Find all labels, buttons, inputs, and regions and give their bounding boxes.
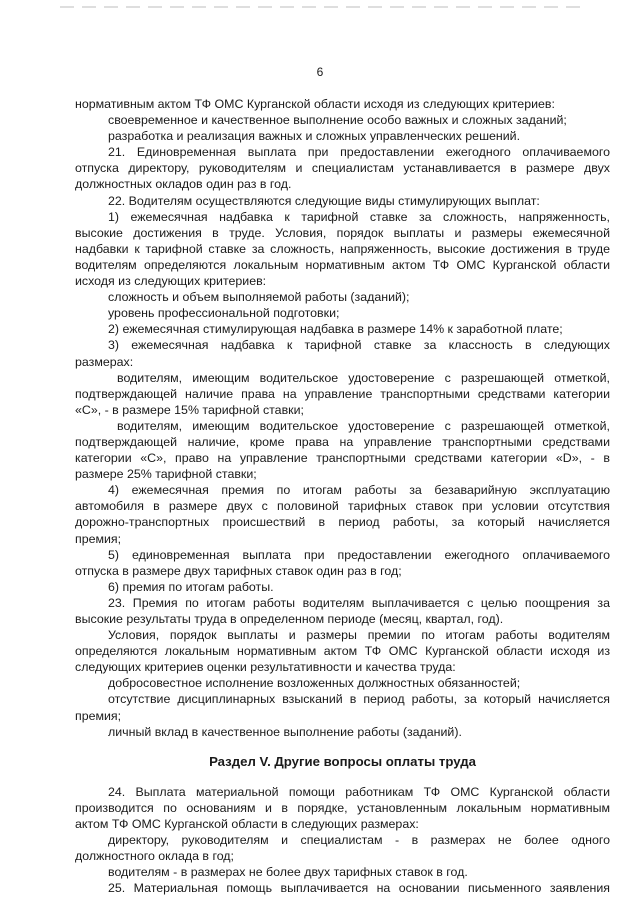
text-line: актом ТФ ОМС Курганской области в следующих размерах: <box>75 816 419 831</box>
text-line: 21. Единовременная выплата при предоставлении ежегодного оплачиваемого <box>108 145 610 160</box>
text-line: категории «С», право на управление транспортными средствами категории «D», - в <box>75 451 610 466</box>
text-line: определяются локальным нормативным актом ТФ ОМС Курганской области исходя из <box>75 644 610 659</box>
text-line: 6) премия по итогам работы. <box>108 579 274 594</box>
text-line: разработка и реализация важных и сложных управленческих решений. <box>108 129 521 144</box>
text-line: 24. Выплата материальной помощи работникам ТФ ОМС Курганской области <box>108 784 610 799</box>
text-line: водителям, имеющим водительское удостоверение с разрешающей отметкой, <box>117 370 610 385</box>
text-line: «С», - в размере 15% тарифной ставки; <box>75 402 304 417</box>
text-line: размерах: <box>75 354 134 369</box>
scan-artifact-line <box>60 6 580 8</box>
document-body <box>75 96 610 896</box>
text-line: размере 25% тарифной ставки; <box>75 467 257 482</box>
text-line: своевременное и качественное выполнение особо важных и сложных заданий; <box>108 113 567 128</box>
text-line: 5) единовременная выплата при предоставлении ежегодного оплачиваемого <box>108 547 610 562</box>
text-line: 22. Водителям осуществляются следующие виды стимулирующих выплат: <box>108 193 540 208</box>
text-line: отсутствие дисциплинарных взысканий в период работы, за который начисляется <box>108 692 610 707</box>
text-line: 1) ежемесячная надбавка к тарифной ставке за сложность, напряженность, <box>108 209 610 224</box>
text-line: высокие достижения в труде. Условия, порядок выплаты и размеры ежемесячной <box>75 225 610 240</box>
text-line: 23. Премия по итогам работы водителям выплачивается с целью поощрения за <box>108 595 610 610</box>
text-line: сложность и объем выполняемой работы (заданий); <box>108 290 410 305</box>
text-line: 25. Материальная помощь выплачивается на основании письменного заявления <box>108 881 610 896</box>
text-line: отпуска в размере двух тарифных ставок один раз в год; <box>75 563 402 578</box>
text-line: 4) ежемесячная премия по итогам работы за безаварийную эксплуатацию <box>108 483 610 498</box>
text-line: личный вклад в качественное выполнение работы (заданий). <box>108 724 462 739</box>
text-line: нормативным актом ТФ ОМС Курганской области исходя из следующих критериев: <box>75 97 555 111</box>
text-line: автомобиля в размере двух с половиной тарифных ставок при условии отсутствия <box>75 499 610 514</box>
text-line: следующих критериев оценки результативности и качества труда: <box>75 660 456 675</box>
text-line: должностного оклада в год; <box>75 849 234 864</box>
text-line: водителям определяются локальным нормативным актом ТФ ОМС Курганской области <box>75 257 610 272</box>
text-line: уровень профессиональной подготовки; <box>108 306 340 321</box>
text-line: высокие результаты труда в определенном периоде (месяц, квартал, год). <box>75 612 504 626</box>
section-heading: Раздел V. Другие вопросы оплаты труда <box>209 753 476 769</box>
text-line: отпуска директору, руководителям и специалистам устанавливается в размере двух <box>75 161 610 176</box>
text-line: надбавки к тарифной ставке за сложность, напряженность, высокие достижения в труде <box>75 241 610 256</box>
text-line: подтверждающей наличие права на управление транспортными средствами категории <box>75 386 610 401</box>
text-line: подтверждающей наличие, кроме права на управление транспортными средствами <box>75 434 610 449</box>
text-line: исходя из следующих критериев: <box>75 274 267 289</box>
text-line: директору, руководителям и специалистам - в размерах не более одного <box>108 833 610 848</box>
text-line: 3) ежемесячная надбавка к тарифной ставке за классность в следующих <box>108 338 610 353</box>
text-line: должностных окладов один раз в год. <box>75 177 292 192</box>
page-number: 6 <box>316 65 324 79</box>
text-line: водителям, имеющим водительское удостоверение с разрешающей отметкой, <box>117 418 610 433</box>
text-line: добросовестное исполнение возложенных должностных обязанностей; <box>108 676 521 691</box>
text-line: 2) ежемесячная стимулирующая надбавка в размере 14% к заработной плате; <box>108 322 563 337</box>
text-line: премия; <box>75 531 122 546</box>
text-line: премия; <box>75 708 122 723</box>
text-line: производится по основаниям и в порядке, установленным локальным нормативным <box>75 800 610 815</box>
text-line: дорожно-транспортных происшествий в период работы, за который начисляется <box>75 515 610 530</box>
text-line: водителям - в размерах не более двух тарифных ставок в год. <box>108 865 468 880</box>
text-line: Условия, порядок выплаты и размеры премии по итогам работы водителям <box>108 628 610 643</box>
